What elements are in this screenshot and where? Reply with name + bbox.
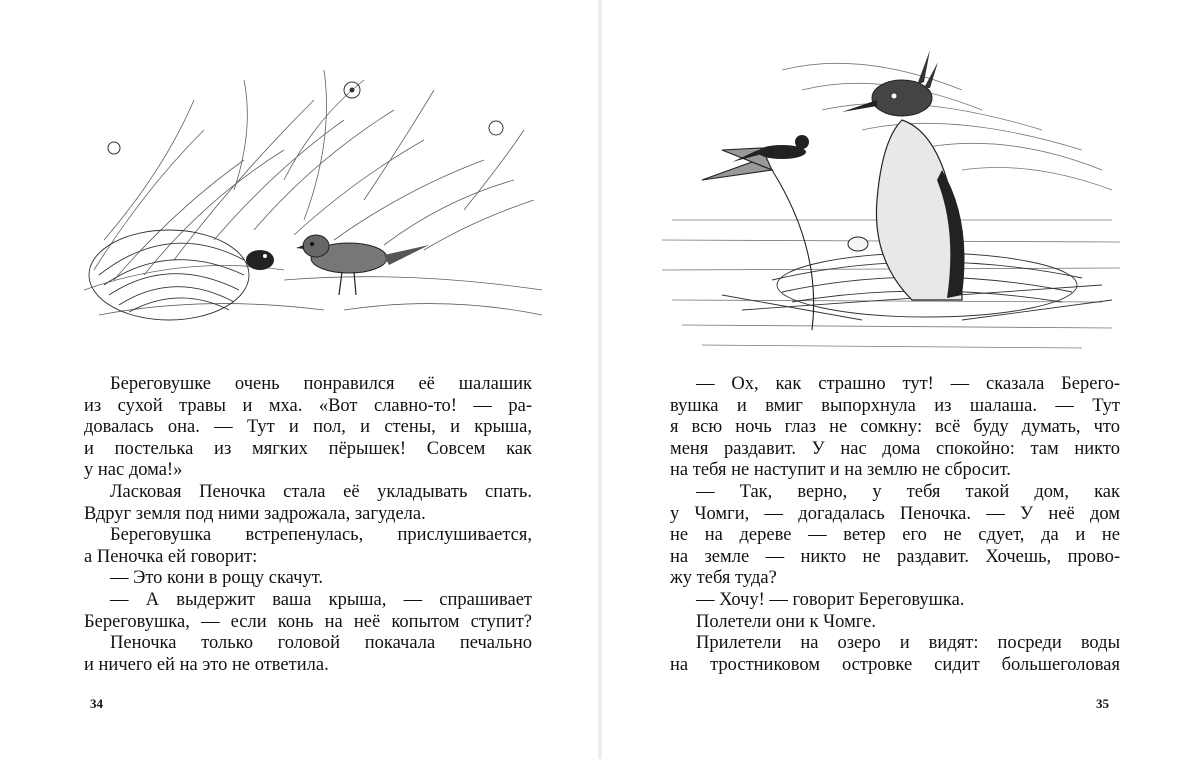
text-line: и постелька из мягких пёрышек! Совсем как — [84, 438, 532, 459]
text-line: — Так, верно, у тебя такой дом, как — [696, 481, 1120, 502]
text-line: у Чомги, — догадалась Пеночка. — У неё дом — [670, 503, 1120, 524]
text-line: — Хочу! — говорит Береговушка. — [696, 589, 965, 610]
text-line: из сухой травы и мха. «Вот славно-то! — ра- — [84, 395, 532, 416]
text-line: жу тебя туда? — [670, 568, 777, 589]
right-page-text — [670, 374, 1120, 676]
text-line: не на дереве — ветер его не сдует, да и не — [670, 525, 1120, 546]
text-line: Береговушке очень понравился её шалашик — [110, 374, 532, 394]
text-line: Береговушка встрепенулась, прислушивается, — [110, 525, 532, 546]
text-line: — Ох, как страшно тут! — сказала Берего- — [696, 374, 1120, 394]
text-line: Полетели они к Чомге. — [696, 611, 876, 632]
text-line: на земле — никто не раздавит. Хочешь, прово- — [670, 546, 1120, 567]
text-line: вушка и вмиг выпорхнула из шалаша. — Тут — [670, 395, 1120, 416]
text-line: меня раздавит. У нас дома спокойно: там никто — [670, 438, 1120, 459]
text-line: на тебя не наступит и на землю не сбросит. — [670, 460, 1011, 481]
text-line: а Пеночка ей говорит: — [84, 546, 258, 567]
text-line: — А выдержит ваша крыша, — спрашивает — [110, 589, 532, 610]
text-line: у нас дома!» — [84, 460, 183, 481]
page-number: 34 — [90, 696, 103, 711]
text-line: Пеночка только головой покачала печально — [110, 633, 532, 654]
text-line: Прилетели на озеро и видят: посреди воды — [696, 633, 1120, 654]
text-line: Ласковая Пеночка стала её укладывать спать. — [110, 481, 532, 502]
text-line: я всю ночь глаз не сомкну: всё буду думать, что — [670, 417, 1120, 438]
text-line: Береговушка, — если конь на неё копытом ступит? — [84, 611, 532, 632]
illustration-grebe-on-nest — [662, 30, 1120, 360]
text-line: — Это кони в рощу скачут. — [110, 568, 324, 589]
text-line: довалась она. — Тут и пол, и стены, и крыша, — [84, 417, 532, 438]
page-number: 35 — [1096, 696, 1109, 711]
sketch-drawing — [662, 30, 1120, 360]
text-line: и ничего ей на это не ответила. — [84, 654, 329, 675]
text-line: Вдруг земля под ними задрожала, загудела. — [84, 503, 426, 524]
text-line: на тростниковом островке сидит большеголовая — [670, 654, 1120, 675]
